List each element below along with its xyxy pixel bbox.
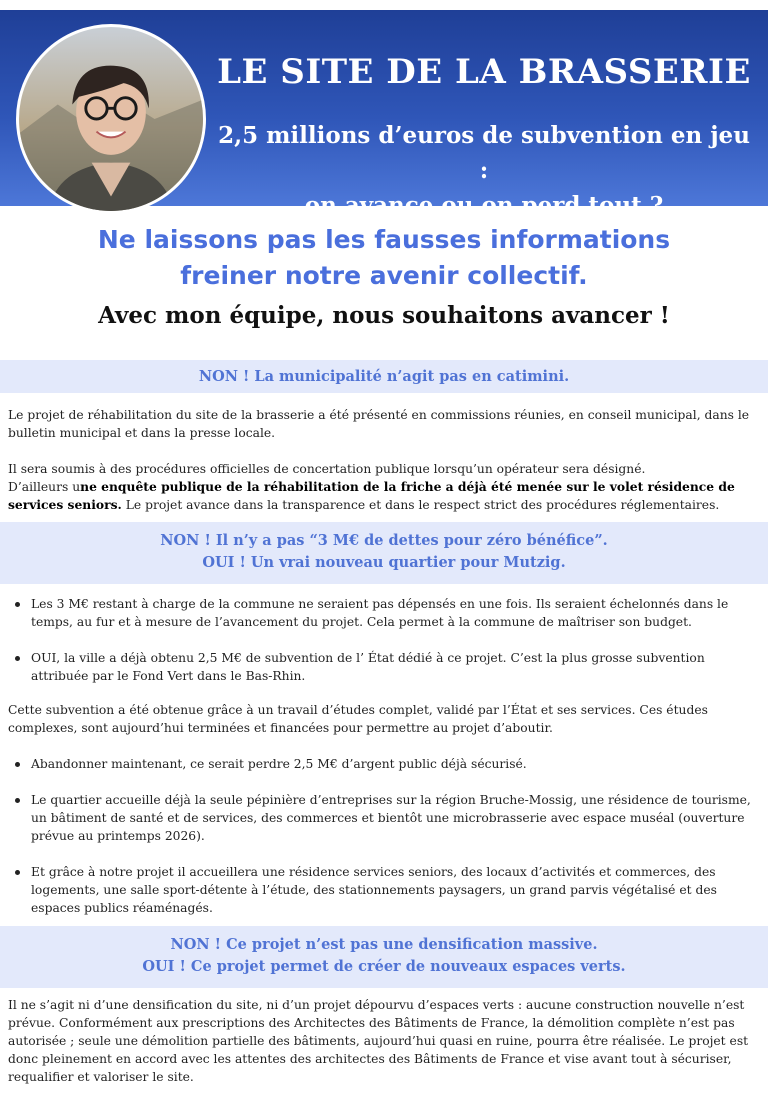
section-1-paragraph-2-line-1: Il sera soumis à des procédures officielles de concertation publique lorsqu’un opérateur sera désigné.: [8, 462, 646, 476]
list-item: Abandonner maintenant, ce serait perdre 2,5 M€ d’argent public déjà sécurisé.: [8, 755, 760, 773]
slogan: Avec mon équipe, nous souhaitons avancer !: [98, 302, 670, 329]
section-2-heading: [0, 522, 768, 584]
portrait-photo: [16, 24, 206, 214]
paragraph-2-tail: Le projet avance dans la transparence et dans le respect strict des procédures réglementaires.: [121, 498, 720, 512]
section-3-heading: [0, 926, 768, 988]
section-1-paragraph-2: [8, 460, 760, 514]
subtitle-line-1: 2,5 millions d’euros de subvention en jeu :: [218, 122, 750, 184]
section-1-paragraph-2-body: [8, 478, 760, 514]
section-3-heading-line-2: OUI ! Ce projet permet de créer de nouveaux espaces verts.: [142, 958, 626, 975]
list-item: OUI, la ville a déjà obtenu 2,5 M€ de subvention de l’ État dédié à ce projet. C’est la plus grosse subvention attribuée par le Fond Vert dans le Bas-Rhin.: [8, 649, 760, 685]
section-2-heading-line-2: OUI ! Un vrai nouveau quartier pour Mutzig.: [202, 554, 566, 571]
section-3-paragraph: Il ne s’agit ni d’une densification du site, ni d’un projet dépourvu d’espaces verts : aucune construction nouvelle n’est prévue. Conformément aux prescriptions des Architectes des Bâtiments de France, la démolition complète n’est pas autorisée ; seule une démolition partielle des bâtiments, aujourd’hui quasi en ruine, pourra être réalisée. Le projet est donc pleinement en accord avec les attentes des architectes des Bâtiments de France et vise avant tout à sécuriser, requalifier et valoriser le site.: [8, 998, 749, 1084]
section-1-paragraph-1: Le projet de réhabilitation du site de la brasserie a été présenté en commissions réunies, en conseil municipal, dans le bulletin municipal et dans la presse locale.: [8, 408, 750, 440]
section-2-bullet-list-a: [8, 595, 760, 685]
page-subtitle: [210, 118, 758, 223]
list-item: Les 3 M€ restant à charge de la commune ne seraient pas dépensés en une fois. Ils seraient échelonnés dans le temps, au fur et à mesure de l’avancement du projet. Cela permet à la commune de maîtriser son budget.: [8, 595, 760, 631]
section-3-heading-line-1: NON ! Ce projet n’est pas une densification massive.: [170, 936, 598, 953]
section-2-bullet-list-b: [8, 755, 760, 917]
list-item: Le quartier accueille déjà la seule pépinière d’entreprises sur la région Bruche-Mossig, une résidence de tourisme, un bâtiment de santé et de services, des commerces et bientôt une microbrasserie avec espace muséal (ouverture prévue au printemps 2026).: [8, 791, 760, 845]
tagline-line-1: Ne laissons pas les fausses informations: [97, 225, 671, 254]
section-1-heading: NON ! La municipalité n’agit pas en catimini.: [0, 360, 768, 393]
section-2-paragraph: Cette subvention a été obtenue grâce à un travail d’études complet, validé par l’État et ses services. Ces études complexes, sont aujourd’hui terminées et financées pour permettre au projet d’aboutir.: [8, 703, 708, 735]
subtitle-line-2: on avance ou on perd tout ?: [304, 192, 664, 219]
portrait-illustration: [19, 27, 203, 211]
page-title: LE SITE DE LA BRASSERIE: [217, 52, 751, 92]
tagline-line-2: freiner notre avenir collectif.: [180, 261, 588, 290]
paragraph-2-lead: D’ailleurs u: [8, 480, 81, 494]
tagline: [0, 222, 768, 294]
list-item: Et grâce à notre projet il accueillera une résidence services seniors, des locaux d’activités et commerces, des logements, une salle sport-détente à l’étude, des stationnements paysagers, un grand parvis végétalisé et des espaces publics réaménagés.: [8, 863, 760, 917]
section-2-heading-line-1: NON ! Il n’y a pas “3 M€ de dettes pour zéro bénéfice”.: [160, 532, 608, 549]
paragraph-2-emphasis: ne enquête publique de la réhabilitation de la friche a déjà été menée sur le volet résidence de services seniors.: [8, 479, 735, 512]
